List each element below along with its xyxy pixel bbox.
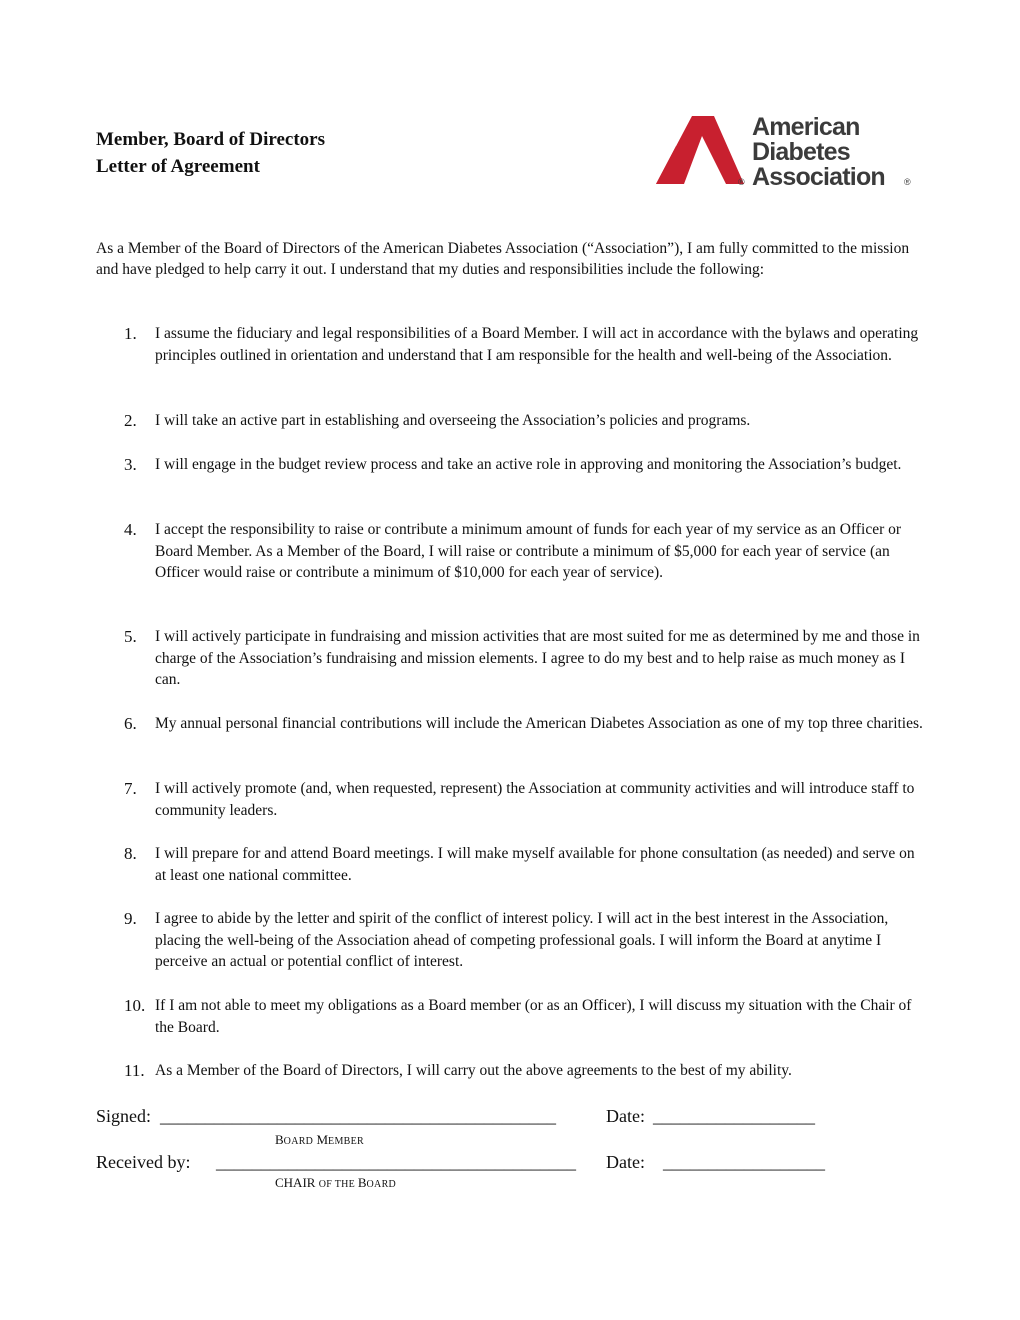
- list-item-text: I will actively participate in fundraising and mission activities that are most suited for me as determined by me and those in charge of the Association’s fundraising and mission elements. I agree to do my best and to help raise as much money as I can.: [155, 628, 920, 688]
- received-line[interactable]: ________________________________________: [216, 1152, 576, 1172]
- date-label: Date:: [606, 1106, 645, 1126]
- caption-part: OF THE: [318, 1179, 358, 1190]
- list-item-number: 2.: [124, 411, 137, 430]
- document-title: [96, 126, 325, 180]
- list-item: [96, 1060, 928, 1082]
- list-item-text: I assume the fiduciary and legal responsibilities of a Board Member. I will act in accordance with the bylaws and operating principles outlined in orientation and understand that I am responsible for the health and well-being of the Association.: [155, 325, 919, 364]
- list-item: [96, 410, 928, 432]
- list-item-text: I will prepare for and attend Board meetings. I will make myself available for phone consultation (as needed) and serve on at least one national committee.: [155, 845, 915, 884]
- list-item: [96, 843, 928, 886]
- list-item: [96, 778, 928, 821]
- ada-logo: [656, 112, 918, 190]
- date-line[interactable]: __________________: [653, 1106, 815, 1126]
- signed-line[interactable]: ____________________________________________: [160, 1106, 556, 1126]
- list-item-number: 8.: [124, 844, 137, 863]
- list-item-text: I will actively promote (and, when requested, represent) the Association at community activities and will introduce staff to community leaders.: [155, 780, 915, 819]
- list-item: [96, 908, 928, 973]
- list-item-text: I accept the responsibility to raise or contribute a minimum amount of funds for each year of my service as an Officer or Board Member. As a Member of the Board, I will raise or contribute a minimum of $5,000 for each year of service (an Officer would raise or contribute a minimum of $10,000 for each year of service).: [155, 521, 902, 581]
- list-item-text: As a Member of the Board of Directors, I will carry out the above agreements to the best of my ability.: [155, 1062, 792, 1079]
- board-member-caption: [275, 1133, 364, 1149]
- list-item-text: If I am not able to meet my obligations as a Board member (or as an Officer), I will discuss my situation with the Chair of the Board.: [155, 997, 912, 1036]
- date-line[interactable]: __________________: [663, 1152, 825, 1172]
- list-item-text: I will engage in the budget review process and take an active role in approving and monitoring the Association’s budget.: [155, 456, 902, 473]
- registered-mark-icon: ®: [904, 177, 911, 187]
- signed-label: Signed:: [96, 1106, 152, 1126]
- received-label: Received by:: [96, 1152, 191, 1172]
- list-item: [96, 626, 928, 691]
- date-label: Date:: [606, 1152, 645, 1172]
- title-line-1: Member, Board of Directors: [96, 129, 325, 150]
- list-item-text: I agree to abide by the letter and spirit of the conflict of interest policy. I will act in the best interest in the Association, placing the well-being of the Association ahead of competing professional goals. I will inform the Board at anytime I perceive an actual or potential conflict of interest.: [155, 910, 889, 970]
- list-item-number: 9.: [124, 909, 137, 928]
- list-item-number: 1.: [124, 324, 137, 343]
- title-line-2: Letter of Agreement: [96, 156, 260, 177]
- caption-part: OARD: [283, 1136, 314, 1147]
- list-item-text: I will take an active part in establishing and overseeing the Association’s policies and programs.: [155, 412, 751, 429]
- caption-part: B: [275, 1132, 284, 1147]
- list-item-number: 11.: [124, 1061, 145, 1080]
- list-item: [96, 323, 928, 366]
- caption-part: OARD: [366, 1179, 397, 1190]
- logo-line-association: Association: [752, 163, 885, 190]
- list-item-number: 3.: [124, 455, 137, 474]
- list-item: [96, 995, 928, 1038]
- list-item-number: 10.: [124, 996, 146, 1015]
- intro-paragraph: As a Member of the Board of Directors of the American Diabetes Association (“Association”), I am fully committed to the mission and have pledged to help carry it out. I understand that my duties and responsibilities include the following:: [96, 240, 910, 278]
- list-item: [96, 454, 928, 476]
- chair-caption: [275, 1176, 396, 1192]
- list-item: [96, 713, 928, 735]
- list-item-number: 6.: [124, 714, 137, 733]
- registered-mark-icon-left: ®: [738, 177, 745, 187]
- list-item-number: 5.: [124, 627, 137, 646]
- caption-part: M: [313, 1132, 329, 1147]
- list-item: [96, 519, 928, 584]
- list-item-number: 7.: [124, 779, 137, 798]
- ada-logo-graphic: [656, 112, 918, 190]
- caption-part: CHAIR: [275, 1175, 319, 1190]
- caption-part: B: [357, 1175, 367, 1190]
- list-item-number: 4.: [124, 520, 137, 539]
- caption-part: EMBER: [328, 1136, 364, 1147]
- logo-line-american: American: [752, 113, 860, 141]
- logo-line-diabetes: Diabetes: [752, 138, 850, 166]
- list-item-text: My annual personal financial contributions will include the American Diabetes Association as one of my top three charities.: [155, 715, 923, 732]
